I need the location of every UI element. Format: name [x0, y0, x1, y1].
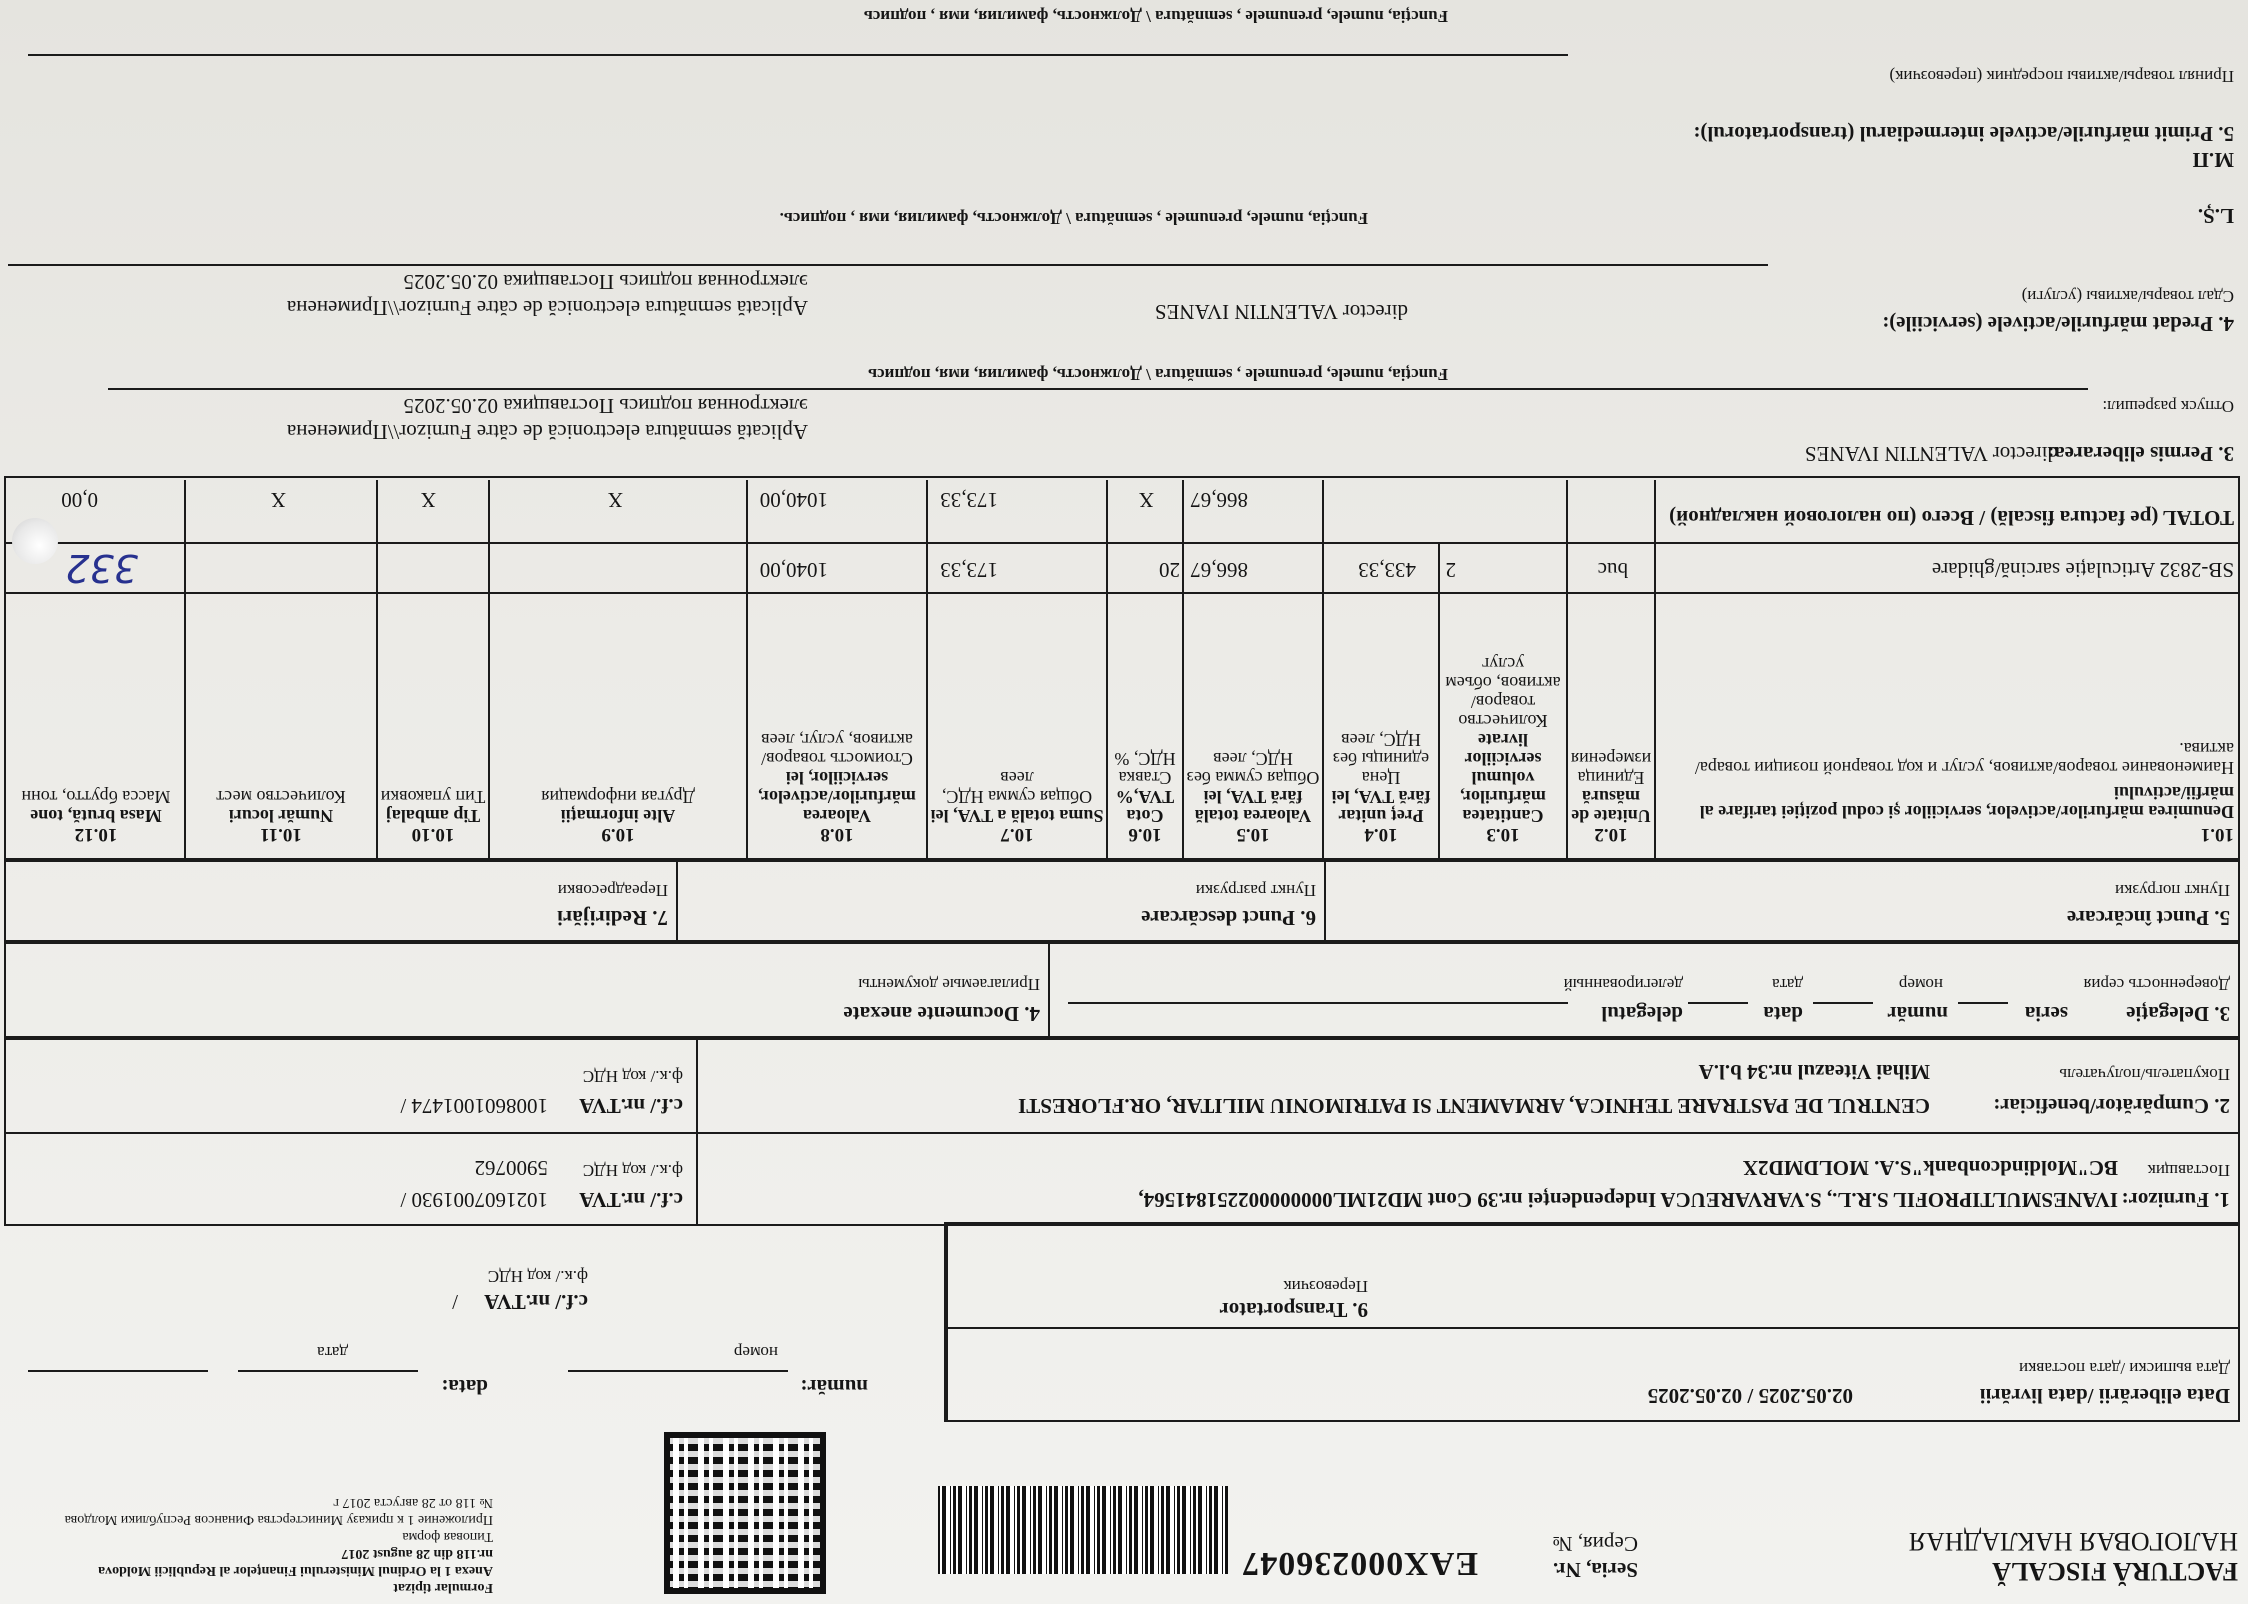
col-header-tva — [930, 768, 1104, 844]
column-divider — [1654, 480, 1656, 862]
note-line: Formular tipizat — [393, 1580, 493, 1595]
note-line: Типовая форма — [402, 1529, 493, 1544]
col-ru: Стоимость товаров/активов, услуг, леев — [761, 730, 913, 769]
col-ro: Valoarea mărfurilor/activelor, serviciilor, lei — [758, 768, 916, 826]
divider — [676, 862, 678, 944]
dates-label-ro: Data eliberării /data livrării — [1979, 1384, 2230, 1408]
permis-sign-ro: Aplicată semnătura electronică de către Furnizor\\Применена — [286, 420, 808, 444]
row-value: 1040,00 — [759, 558, 828, 582]
col-header-total-no-tva — [1186, 749, 1320, 844]
col-header-cota — [1110, 749, 1180, 844]
col-num: 10.1 — [2200, 824, 2234, 845]
row-unit: buc — [1597, 558, 1628, 582]
docs-label-ru: Прилагаемые документы — [858, 975, 1040, 994]
descarcare-label-ru: Пункт разгрузки — [1195, 881, 1316, 900]
col-header-masa — [10, 787, 182, 844]
col-num: 10.4 — [1364, 824, 1398, 845]
descarcare-label-ro: 6. Punct descărcare — [1141, 906, 1316, 930]
col-ro: Alte informații — [560, 806, 676, 826]
transport-primit-label-ru: Принял товары/активы посредник (перевозчик) — [1889, 67, 2234, 86]
incarcare-label-ro: 5. Punct încărcare — [2066, 906, 2230, 930]
note-line: Приложение 1 к приказу Министерства Финансов Республики Молдова — [64, 1512, 493, 1527]
row-qty: 2 — [1445, 558, 1456, 582]
col-num: 10.3 — [1486, 824, 1520, 845]
furnizor-label-ro: 1. Furnizor: — [2121, 1188, 2230, 1212]
fill-line — [1068, 1002, 1568, 1004]
delegatie-label-ro: 3. Delegație — [2126, 1002, 2230, 1026]
col-ro: Masa brută, tone — [30, 806, 162, 826]
total-ambalaj: X — [420, 488, 436, 512]
title-ru: НАЛОГОВАЯ НАКЛАДНАЯ — [1908, 1527, 2238, 1556]
furnizor-tva-value: 5900762 — [474, 1156, 548, 1180]
furnizor-label-ru: Поставщик — [2147, 1161, 2230, 1180]
row-name: SB-2832 Articulație sarcină/ghidare — [1931, 558, 2234, 582]
col-ru: Количество товаров/активов, объем услуг — [1445, 654, 1561, 731]
delegatie-delegatul: delegatul — [1601, 1002, 1683, 1026]
cumparator-address: Mihai Viteazul nr.34 b.l.A — [1698, 1060, 1930, 1084]
predat-person: director VALENTIN IVANES — [1154, 300, 1408, 324]
signature-line — [8, 264, 1768, 266]
column-divider — [926, 480, 928, 862]
fill-line — [568, 1370, 788, 1372]
divider — [1048, 944, 1050, 1040]
invoice-number: EAX000236047 — [1241, 1545, 1478, 1582]
signature-line — [108, 388, 2088, 390]
transportator-cf-label: c.f./ nr.TVA — [484, 1290, 588, 1314]
col-ru: Количество мест — [216, 787, 346, 807]
redirijari-label-ro: 7. Redirijări — [557, 906, 668, 930]
col-num: 10.5 — [1236, 824, 1270, 845]
qr-code-icon — [664, 1432, 826, 1594]
punch-hole-icon — [12, 518, 58, 564]
col-ru: Единица измерения — [1570, 749, 1652, 788]
col-ro: Valoarea totală fără TVA, lei — [1194, 787, 1312, 826]
col-ru: Масса брутто, тонн — [21, 787, 171, 807]
permis-label-ru: Отпуск разрешил: — [2102, 397, 2234, 416]
fill-line — [28, 1370, 208, 1372]
permis-label-ro: 3. Permis eliberarea: — [2047, 442, 2234, 466]
total-value: 1040,00 — [759, 488, 828, 512]
col-num: 10.6 — [1128, 824, 1162, 845]
fill-line — [1958, 1002, 2008, 1004]
transport-numar-ru: номер — [733, 1343, 778, 1362]
column-divider — [1566, 480, 1568, 862]
docs-label-ro: 4. Documente anexate — [843, 1002, 1040, 1026]
fill-line — [238, 1370, 418, 1372]
transport-primit-label-ro: 5. Primit mărfurile/activele intermediarul (transportatorul): — [1693, 122, 2234, 146]
fill-line — [1688, 1002, 1748, 1004]
delegatie-delegatul-ru: делегированный — [1563, 975, 1683, 994]
column-divider — [488, 480, 490, 862]
predat-label-ru: Сдал товары/активы (услуги) — [2021, 287, 2234, 306]
col-ru: Общая сумма без НДС, леев — [1186, 749, 1320, 788]
furnizor-cf-ru: ф.к./ код НДС — [582, 1161, 683, 1180]
barcode-icon — [938, 1486, 1228, 1574]
col-ro: Cota TVA,% — [1115, 787, 1175, 826]
col-num: 10.9 — [601, 824, 635, 845]
permis-person: director VALENTIN IVANES — [1804, 442, 2058, 466]
column-divider — [184, 480, 186, 862]
cumparator-cf-label: c.f./ nr.TVA — [579, 1094, 683, 1118]
serie-label-ru: Серия, № — [1552, 1532, 1638, 1556]
total-tva: 173,33 — [940, 488, 998, 512]
divider — [946, 1226, 948, 1422]
row-tva: 173,33 — [940, 558, 998, 582]
column-divider — [1322, 480, 1324, 862]
delegatie-numar-ru: номер — [1898, 975, 1943, 994]
transport-numar-label: număr: — [800, 1375, 868, 1399]
title-ro: FACTURĂ FISCALĂ — [1992, 1557, 2238, 1586]
col-num: 10.2 — [1594, 824, 1628, 845]
col-ru: Общая сумма НДС, леев — [941, 768, 1093, 807]
mp-stamp-label: М.П — [2192, 148, 2234, 172]
transport-data-label: data: — [441, 1375, 488, 1399]
total-cota: X — [1138, 488, 1154, 512]
points-frame — [4, 858, 2240, 944]
predat-label-ro: 4. Predat mărfurile/activele (serviciile): — [1882, 312, 2234, 336]
permis-sign-ru: электронная подпись Поставщика 02.05.2025 — [403, 394, 808, 418]
col-ru: Тип упаковки — [380, 787, 486, 807]
total-alte: X — [607, 488, 623, 512]
column-divider — [376, 480, 378, 862]
delegatie-label-ru: Доверенность серия — [2083, 975, 2230, 994]
divider — [946, 1327, 2240, 1329]
col-header-name — [1664, 739, 2234, 844]
col-header-ambalaj — [380, 787, 486, 844]
transportator-cf-value: / — [452, 1290, 458, 1314]
serie-label-ro: Seria, Nr. — [1553, 1558, 1638, 1582]
transportator-label-ru: Перевозчик — [1283, 1277, 1368, 1296]
total-locuri: X — [270, 488, 286, 512]
furnizor-cf-label: c.f./ nr.TVA — [579, 1188, 683, 1212]
delegatie-data: data — [1763, 1002, 1803, 1026]
col-ro: Unitate de măsură — [1571, 787, 1651, 826]
transport-data-ru: дата — [317, 1343, 348, 1362]
col-num: 10.8 — [820, 824, 854, 845]
signature-line — [28, 54, 1568, 56]
total-label: TOTAL (pe factura fiscală) / Всего (по налоговой накладной) — [1669, 506, 2234, 530]
col-ro: Tip ambalaj — [385, 806, 481, 826]
col-num: 10.7 — [1000, 824, 1034, 845]
total-masa: 0,00 — [61, 488, 98, 512]
cumparator-label-ro: 2. Cumpărător/beneficiar: — [1993, 1094, 2230, 1118]
row-cota: 20 — [1159, 558, 1180, 582]
fill-line — [1813, 1002, 1873, 1004]
col-ru: Наименование товаров/активов, услуг и код товарной позиции товара/актива. — [1694, 739, 2234, 778]
column-divider — [1106, 480, 1108, 862]
col-ro: Număr locuri — [228, 806, 334, 826]
col-header-unit — [1570, 749, 1652, 844]
furnizor-bank: BC"Moldindconbank"S.A. MOLDMD2X — [1742, 1156, 2118, 1180]
furnizor-cf-value: 1021607001930 / — [400, 1188, 548, 1212]
col-ro: Suma totală a TVA, lei — [930, 806, 1104, 826]
table-header-divider — [6, 592, 2240, 594]
dates-label-ru: Дата выписки /дата поставки — [2019, 1359, 2230, 1378]
col-header-value — [750, 730, 924, 844]
divider — [696, 1040, 698, 1226]
col-ru: Цена единицы без НДС, леев — [1332, 730, 1430, 788]
cumparator-cf-value: 1008601001474 / — [400, 1094, 548, 1118]
col-ro: Denumirea mărfurilor/activelor, serviciilor și codul poziției tarifare al mărfii/activului — [1699, 783, 2234, 822]
col-header-locuri — [188, 787, 374, 844]
regulatory-note — [23, 1494, 493, 1596]
note-line: nr.118 din 28 august 2017 — [341, 1546, 493, 1561]
transport-primit-caption: Funcția, numele, prenumele , semnătura \ Должность, фамилия, имя , подпись — [863, 7, 1448, 26]
note-line: № 118 от 28 августа 2017 г — [333, 1495, 493, 1510]
furnizor-name: IVANESMULTIPROFIL S.R.L., S.VARVAREUCA Independenței nr.39 Cont MD21ML000000002251841564, — [1138, 1188, 2118, 1212]
predat-sign-ro: Aplicată semnătura electronică de către Furnizor\\Применена — [286, 296, 808, 320]
dates-value: 02.05.2025 / 02.05.2025 — [1647, 1384, 1853, 1408]
col-num: 10.10 — [411, 824, 455, 845]
delegatie-numar: număr — [1887, 1002, 1948, 1026]
permis-caption: Funcția, numele, prenumele , semnătura \ Должность, фамилия, имя, подпись — [868, 365, 1448, 384]
delegatie-seria: seria — [2024, 1002, 2068, 1026]
incarcare-label-ru: Пункт погрузки — [2114, 881, 2230, 900]
col-num: 10.11 — [260, 824, 302, 845]
column-divider — [1438, 542, 1440, 862]
divider — [1324, 862, 1326, 944]
cumparator-label-ru: Покупатель/получатель — [2059, 1065, 2230, 1084]
col-header-qty — [1442, 654, 1564, 844]
column-divider — [746, 480, 748, 862]
row-price: 433,33 — [1358, 558, 1416, 582]
redirijari-label-ru: Переадресовки — [557, 881, 668, 900]
column-divider — [1182, 480, 1184, 862]
col-ro: Preț unitar fără TVA, lei — [1331, 787, 1431, 826]
delegatie-data-ru: дата — [1772, 975, 1803, 994]
col-ru: Другая информация — [541, 787, 695, 807]
ls-stamp-label: L.Ș. — [2197, 204, 2234, 228]
col-ro: Cantitatea mărfurilor, volumul serviciilor livrate — [1460, 730, 1546, 826]
col-header-alte — [492, 787, 744, 844]
predat-sign-ru: электронная подпись Поставщика 02.05.2025 — [403, 270, 808, 294]
col-header-price — [1326, 730, 1436, 844]
table-row-divider — [6, 542, 2240, 544]
row-total-no-tva: 866,67 — [1190, 558, 1248, 582]
col-ru: Ставка НДС, % — [1114, 749, 1176, 788]
col-num: 10.12 — [74, 824, 118, 845]
transportator-label-ro: 9. Transportator — [1219, 1298, 1368, 1322]
cumparator-name: CENTRUL DE PASTRARE TEHNICA, ARMAMENT SI PATRIMONIU MILITAR, OR.FLORESTI — [1018, 1094, 1930, 1118]
note-line: Anexa 1 la Ordinul Ministerului Finanțelor al Republicii Moldova — [98, 1563, 493, 1578]
transportator-cf-ru: ф.к./ код НДС — [487, 1267, 588, 1286]
divider — [6, 1132, 2240, 1134]
predat-caption: Funcția, numele, prenumele , semnătura \ Должность, фамилия, имя , подпись. — [779, 209, 1368, 228]
handwritten-note: 332 — [65, 546, 138, 590]
total-no-tva: 866,67 — [1190, 488, 1248, 512]
cumparator-cf-ru: ф.к./ код НДС — [582, 1067, 683, 1086]
